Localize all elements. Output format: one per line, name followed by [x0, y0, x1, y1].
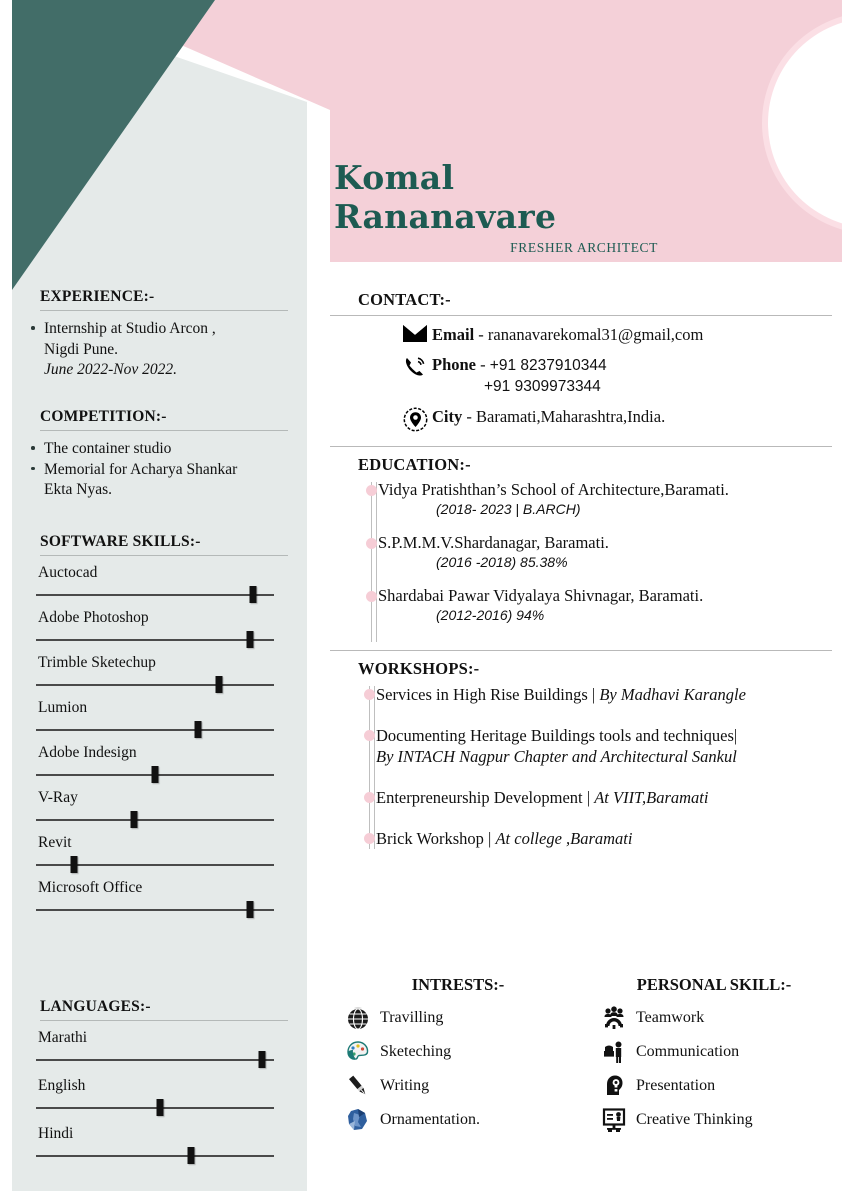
contact-section	[330, 290, 832, 432]
education-subtitle: (2018- 2023 | B.ARCH)	[436, 501, 581, 517]
email-label: Email	[432, 325, 475, 344]
city-text	[432, 406, 665, 427]
language-slider[interactable]	[36, 1098, 274, 1116]
slider-knob[interactable]	[152, 766, 159, 783]
teamwork-icon	[596, 1005, 632, 1031]
phone-label: Phone	[432, 355, 477, 374]
experience-heading: EXPERIENCE:-	[40, 288, 155, 305]
experience-date: June 2022-Nov 2022.	[44, 361, 178, 378]
creative-thinking-icon	[596, 1107, 632, 1133]
interest-item	[330, 1073, 586, 1099]
email-sep: -	[474, 325, 488, 344]
competition-item	[30, 460, 298, 480]
slider-track	[36, 909, 274, 911]
slider-knob[interactable]	[249, 586, 256, 603]
slider-knob[interactable]	[187, 1147, 194, 1164]
education-subtitle: (2016 -2018) 85.38%	[436, 554, 568, 570]
timeline-dot-icon	[364, 792, 375, 803]
skill-name: Revit	[38, 834, 72, 851]
competition-item	[30, 439, 298, 459]
skill-item	[30, 789, 298, 828]
language-name: Marathi	[38, 1029, 88, 1046]
workshop-item	[376, 828, 832, 849]
left-white-margin	[0, 0, 12, 1191]
slider-track	[36, 1059, 274, 1061]
slider-track	[36, 1107, 274, 1109]
workshop-main: Services in High Rise Buildings |	[376, 685, 600, 704]
workshop-emphasis: By INTACH Nagpur Chapter and Architectural Sankul	[376, 747, 737, 766]
workshop-text	[376, 684, 832, 705]
skill-item	[30, 564, 298, 603]
skill-slider[interactable]	[36, 585, 274, 603]
workshop-text	[376, 787, 832, 808]
competition-text: The container studio	[44, 440, 172, 457]
phone-icon	[398, 354, 432, 379]
education-subtitle: (2012-2016) 94%	[436, 607, 545, 623]
workshop-main: Enterpreneurship Development |	[376, 788, 595, 807]
language-name: English	[38, 1077, 86, 1094]
competition-list	[30, 439, 298, 500]
workshops-section	[330, 650, 832, 849]
phone-text	[432, 354, 607, 397]
interests-section	[330, 975, 586, 1141]
competition-item-cont	[30, 480, 298, 500]
presentation-icon	[596, 1073, 632, 1099]
language-item	[30, 1029, 298, 1068]
workshop-emphasis: At college ,Baramati	[495, 829, 633, 848]
workshop-main: Documenting Heritage Buildings tools and techniques|	[376, 726, 738, 745]
skill-name: V-Ray	[38, 789, 78, 806]
education-item	[378, 586, 832, 625]
timeline-dot-icon	[364, 689, 375, 700]
experience-item-cont	[30, 340, 298, 360]
competition-text: Memorial for Acharya Shankar	[44, 460, 238, 478]
workshop-main: Brick Workshop |	[376, 829, 496, 848]
education-section	[330, 446, 832, 642]
phone-value-1: +91 8237910344	[489, 357, 607, 374]
first-name: Komal	[334, 158, 455, 197]
right-column	[330, 290, 832, 855]
workshop-item	[376, 787, 832, 808]
experience-divider	[40, 310, 288, 311]
skill-slider[interactable]	[36, 675, 274, 693]
interest-label: Ornamentation.	[380, 1111, 480, 1128]
language-slider[interactable]	[36, 1050, 274, 1068]
workshops-timeline-rail	[369, 686, 375, 849]
location-pin-icon	[398, 406, 432, 432]
city-label: City	[432, 407, 463, 426]
workshops-divider	[330, 650, 832, 651]
email-text	[432, 324, 703, 345]
timeline-dot-icon	[364, 833, 375, 844]
personal-skill-label: Creative Thinking	[636, 1111, 753, 1128]
skill-item	[30, 879, 298, 918]
personal-skills-heading: PERSONAL SKILL:-	[636, 975, 792, 994]
skill-slider[interactable]	[36, 720, 274, 738]
skill-name: Microsoft Office	[38, 879, 143, 896]
competition-section	[30, 408, 298, 501]
skill-item	[30, 609, 298, 648]
personal-skill-item	[586, 1005, 842, 1031]
personal-skills-section	[586, 975, 842, 1141]
skill-slider[interactable]	[36, 900, 274, 918]
education-divider	[330, 446, 832, 447]
skill-name: Trimble Sketechup	[38, 654, 156, 671]
experience-item	[30, 319, 298, 339]
workshop-emphasis: At VIIT,Baramati	[594, 788, 709, 807]
contact-row-city	[398, 406, 832, 432]
workshop-item	[376, 725, 832, 767]
workshop-text	[376, 828, 832, 849]
languages-section	[30, 998, 298, 1170]
slider-knob[interactable]	[216, 676, 223, 693]
city-value: Baramati,Maharashtra,India.	[476, 407, 666, 426]
education-heading: EDUCATION:-	[358, 455, 471, 474]
skill-slider[interactable]	[36, 630, 274, 648]
education-title: Shardabai Pawar Vidyalaya Shivnagar, Baramati.	[378, 586, 704, 605]
contact-heading: CONTACT:-	[358, 290, 451, 309]
skill-slider[interactable]	[36, 765, 274, 783]
envelope-icon	[398, 324, 432, 342]
software-skills-section	[30, 533, 298, 924]
education-item	[378, 533, 832, 572]
languages-heading: LANGUAGES:-	[40, 998, 151, 1015]
competition-text-2: Ekta Nyas.	[44, 481, 113, 498]
slider-knob[interactable]	[259, 1051, 266, 1068]
skill-item	[30, 654, 298, 693]
bullet-icon	[31, 446, 35, 450]
phone-sep: -	[476, 355, 490, 374]
bullet-icon	[31, 467, 35, 471]
slider-track	[36, 819, 274, 821]
languages-divider	[40, 1020, 288, 1021]
software-skills-heading: SOFTWARE SKILLS:-	[40, 533, 201, 550]
personal-skill-item	[586, 1073, 842, 1099]
skill-slider[interactable]	[36, 810, 274, 828]
interest-item	[330, 1107, 586, 1133]
slider-knob[interactable]	[130, 811, 137, 828]
slider-knob[interactable]	[71, 856, 78, 873]
workshops-heading: WORKSHOPS:-	[358, 659, 480, 678]
education-timeline-rail	[371, 482, 377, 642]
ornament-icon	[340, 1107, 376, 1133]
language-item	[30, 1125, 298, 1164]
timeline-dot-icon	[366, 538, 377, 549]
competition-heading: COMPETITION:-	[40, 408, 167, 425]
contact-row-email	[398, 324, 832, 345]
skill-item	[30, 834, 298, 873]
slider-track	[36, 1155, 274, 1157]
skill-slider[interactable]	[36, 855, 274, 873]
workshop-emphasis: By Madhavi Karangle	[599, 685, 746, 704]
slider-knob[interactable]	[247, 901, 254, 918]
contact-row-phone	[398, 354, 832, 397]
slider-track	[36, 729, 274, 731]
skill-item	[30, 699, 298, 738]
experience-text-2: Nigdi Pune.	[44, 340, 119, 358]
experience-list	[30, 319, 298, 359]
palette-icon	[340, 1039, 376, 1065]
email-value: rananavarekomal31@gmail,com	[487, 325, 704, 344]
personal-skill-label: Presentation	[636, 1077, 716, 1094]
workshops-timeline	[330, 684, 832, 849]
interest-label: Sketeching	[380, 1043, 452, 1060]
workshop-text	[376, 725, 832, 767]
education-title: Vidya Pratishthan’s School of Architecture,Baramati.	[378, 480, 729, 499]
skill-name: Adobe Indesign	[38, 744, 137, 761]
interests-heading: INTRESTS:-	[411, 975, 505, 994]
skill-item	[30, 744, 298, 783]
language-name: Hindi	[38, 1125, 74, 1142]
personal-skill-label: Teamwork	[636, 1009, 705, 1026]
slider-track	[36, 594, 274, 596]
skill-name: Auctocad	[38, 564, 98, 581]
slider-track	[36, 639, 274, 641]
bottom-sections	[330, 975, 842, 1141]
timeline-dot-icon	[364, 730, 375, 741]
competition-divider	[40, 430, 288, 431]
skill-name: Adobe Photoshop	[38, 609, 149, 626]
timeline-dot-icon	[366, 485, 377, 496]
workshop-item	[376, 684, 832, 705]
education-title: S.P.M.M.V.Shardanagar, Baramati.	[378, 533, 609, 552]
pen-icon	[340, 1073, 376, 1099]
bullet-icon	[31, 326, 35, 330]
slider-knob[interactable]	[247, 631, 254, 648]
slider-knob[interactable]	[194, 721, 201, 738]
interest-label: Travilling	[380, 1009, 444, 1026]
contact-divider	[330, 315, 832, 316]
job-title: FRESHER ARCHITECT	[510, 240, 658, 255]
slider-knob[interactable]	[156, 1099, 163, 1116]
interest-label: Writing	[380, 1077, 430, 1094]
globe-icon	[340, 1005, 376, 1031]
personal-skill-label: Communication	[636, 1043, 740, 1060]
personal-skill-item	[586, 1039, 842, 1065]
timeline-dot-icon	[366, 591, 377, 602]
software-skills-divider	[40, 555, 288, 556]
personal-skill-item	[586, 1107, 842, 1133]
slider-track	[36, 684, 274, 686]
experience-text: Internship at Studio Arcon ,	[44, 320, 216, 337]
education-item	[378, 480, 832, 519]
interest-item	[330, 1005, 586, 1031]
communication-icon	[596, 1039, 632, 1065]
interest-item	[330, 1039, 586, 1065]
skill-name: Lumion	[38, 699, 88, 716]
language-slider[interactable]	[36, 1146, 274, 1164]
header-name-block	[334, 158, 754, 256]
last-name: Rananavare	[334, 197, 557, 236]
city-sep: -	[462, 407, 476, 426]
phone-value-2: +91 9309973344	[484, 378, 601, 395]
language-item	[30, 1077, 298, 1116]
education-timeline	[330, 480, 832, 642]
experience-section	[30, 288, 298, 380]
